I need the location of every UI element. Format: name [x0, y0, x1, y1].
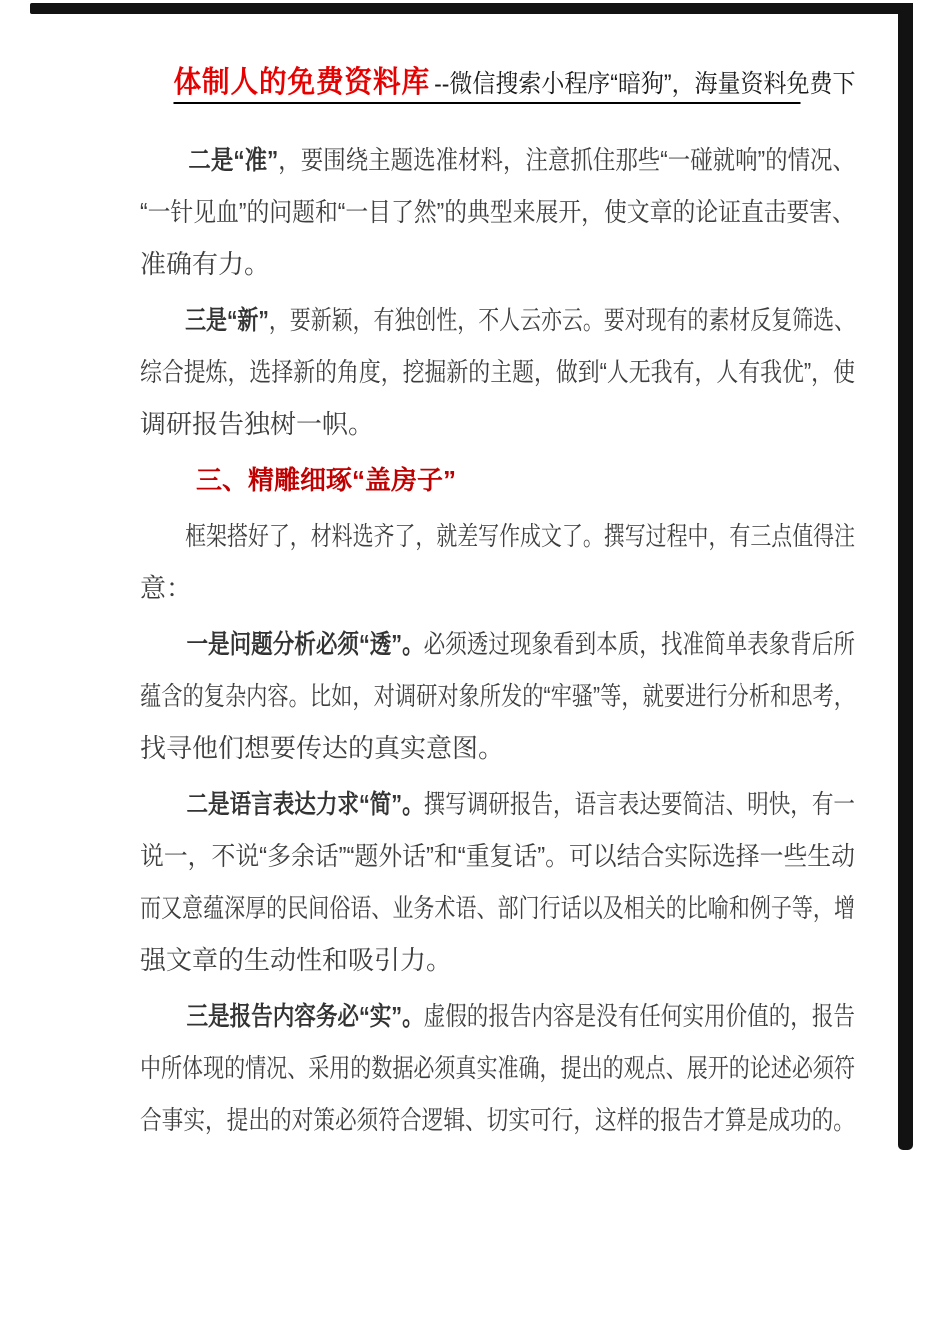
site-tagline: --微信搜索小程序“暗狗”，海量资料免费下 — [434, 70, 856, 98]
paragraph-line: 框架搭好了，材料选齐了，就差写作成文了。撰写过程中，有三点值得注 — [185, 521, 856, 551]
paragraph — [140, 990, 855, 1146]
paragraph-text: ，要新颖，有独创性，不人云亦云。要对现有的素材反复筛选、 — [268, 305, 856, 335]
paragraph-text: 必须透过现象看到本质，找准简单表象背后所 — [423, 629, 855, 659]
paragraph-line: 准确有力。 — [140, 249, 271, 279]
paragraph — [140, 618, 855, 774]
paragraph-line — [140, 778, 855, 830]
paragraph-lead: 三是报告内容务必“实”。 — [186, 1001, 424, 1031]
paragraph — [140, 510, 855, 614]
paragraph-line — [140, 294, 856, 346]
paragraph-line: 强文章的生动性和吸引力。 — [140, 945, 453, 975]
paragraph-line — [140, 134, 855, 186]
paragraph-line — [140, 990, 855, 1042]
paragraph-text: 虚假的报告内容是没有任何实用价值的，报告 — [423, 1001, 855, 1031]
paragraph-line: 意： — [140, 573, 193, 603]
scan-artifact-top-bar — [30, 3, 913, 14]
paragraph-text: 撰写调研报告，语言表达要简洁、明快，有一 — [423, 789, 855, 819]
paragraph-lead: 二是语言表达力求“简”。 — [186, 789, 424, 819]
paragraph-line: 蕴含的复杂内容。比如，对调研对象所发的“牢骚”等，就要进行分析和思考， — [140, 681, 855, 711]
paragraph — [140, 294, 855, 450]
paragraph-lead: 一是问题分析必须“透”。 — [186, 629, 424, 659]
section-heading — [140, 454, 855, 506]
document-body — [140, 134, 855, 1150]
paragraph-lead: 三是“新” — [185, 305, 269, 335]
paragraph — [140, 134, 855, 290]
paragraph-line — [140, 618, 855, 670]
paragraph-line: 调研报告独树一帜。 — [140, 409, 375, 439]
site-name: 体制人的免费资料库 — [173, 66, 430, 99]
paragraph-line: 综合提炼，选择新的角度，挖掘新的主题，做到“人无我有，人有我优”，使 — [140, 357, 855, 387]
paragraph-line: “一针见血”的问题和“一目了然”的典型来展开，使文章的论证直击要害、 — [140, 197, 856, 227]
paragraph-lead: 二是“准” — [188, 145, 279, 175]
section-heading-text: 三、精雕细琢“盖房子” — [196, 465, 457, 495]
paragraph-line: 而又意蕴深厚的民间俗语、业务术语、部门行话以及相关的比喻和例子等，增 — [140, 893, 855, 923]
site-banner — [173, 54, 856, 104]
scan-artifact-right-bar — [898, 3, 913, 1150]
paragraph-line: 找寻他们想要传达的真实意图。 — [140, 733, 505, 763]
paragraph-text: ，要围绕主题选准材料，注意抓住那些“一碰就响”的情况、 — [278, 145, 855, 175]
paragraph — [140, 778, 855, 986]
paragraph-line: 说一，不说“多余话”“题外话”和“重复话”。可以结合实际选择一些生动 — [140, 841, 855, 871]
paragraph-line: 中所体现的情况、采用的数据必须真实准确，提出的观点、展开的论述必须符 — [140, 1053, 855, 1083]
paragraph-line: 合事实，提出的对策必须符合逻辑、切实可行，这样的报告才算是成功的。 — [140, 1105, 855, 1135]
